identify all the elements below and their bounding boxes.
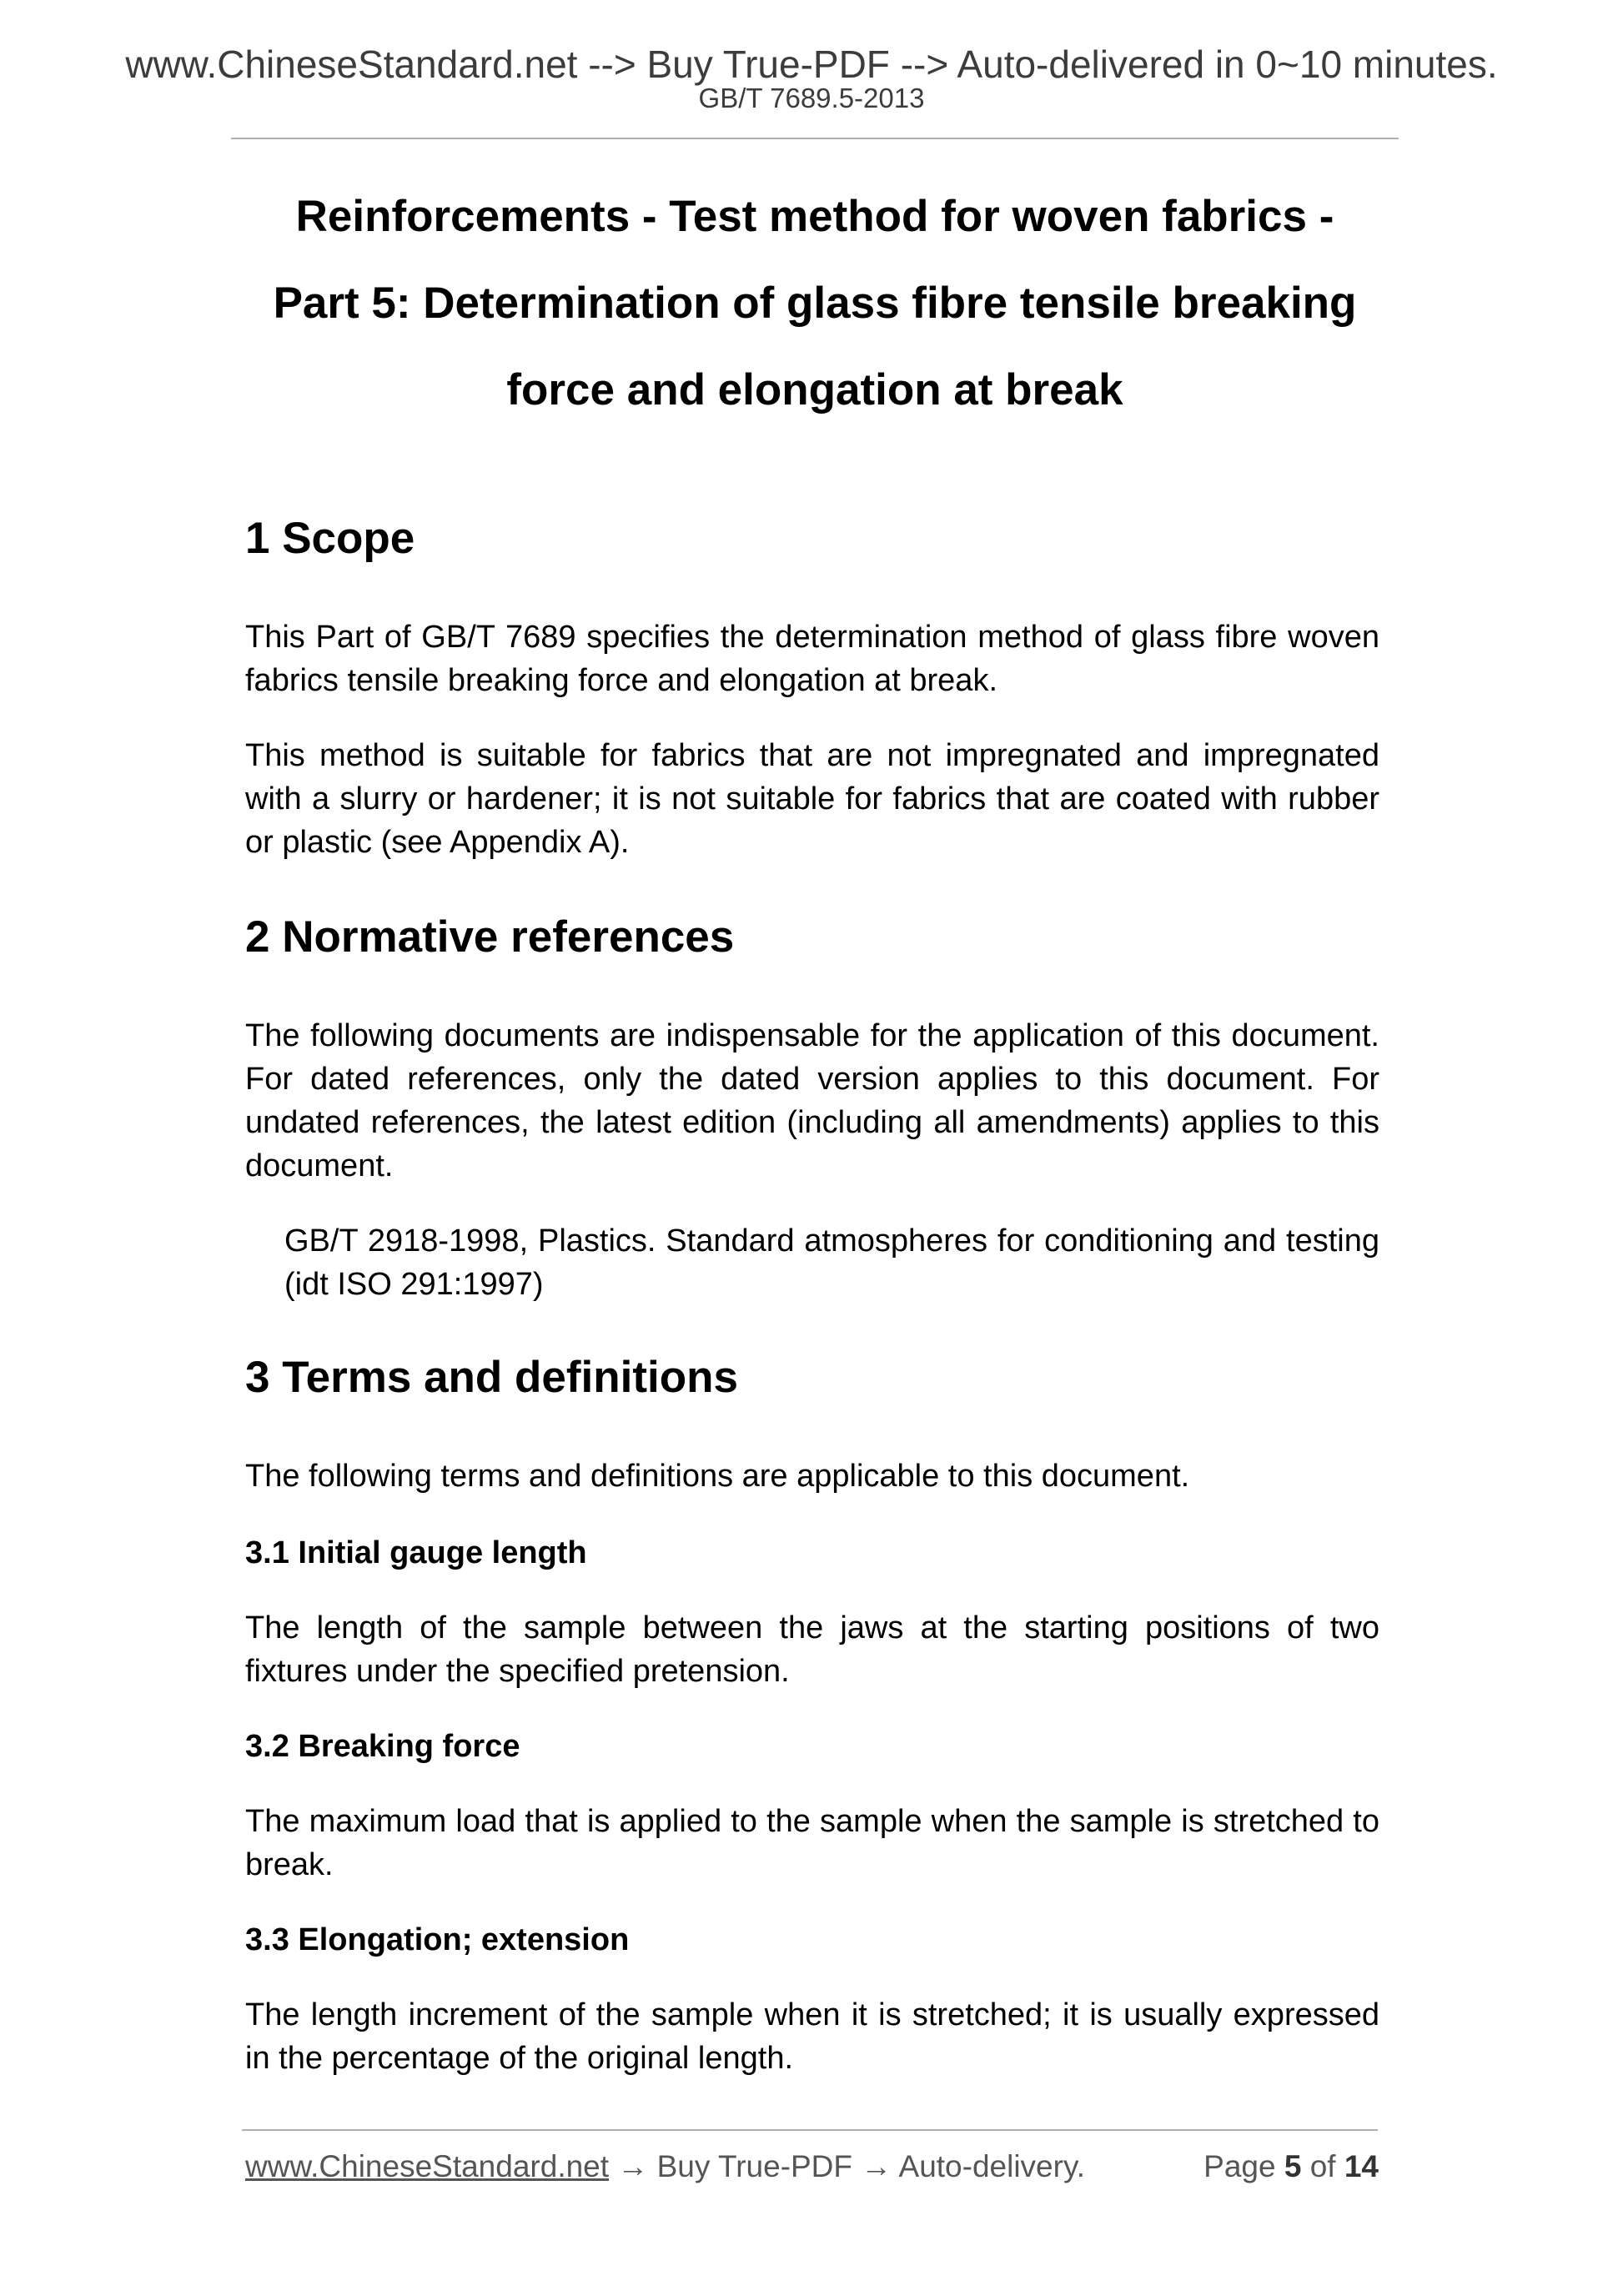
term-definition-elongation: The length increment of the sample when it is stretched; it is usually expressed in the percentage of the original length. <box>245 1997 1379 2076</box>
term-definition-initial-gauge-length: The length of the sample between the jaws at the starting positions of two fixtures under the specified pretension. <box>245 1610 1379 1689</box>
page-indicator <box>1203 2148 1379 2186</box>
section-heading-terms-definitions: 3 Terms and definitions <box>245 1353 738 1402</box>
page-of-label: of <box>1309 2149 1336 2183</box>
reference-item: GB/T 2918-1998, Plastics. Standard atmospheres for conditioning and testing (idt ISO 291:1997) <box>284 1223 1379 1302</box>
scope-paragraph-1: This Part of GB/T 7689 specifies the determination method of glass fibre woven fabrics tensile breaking force and elongation at break. <box>245 620 1379 698</box>
term-heading-elongation: 3.3 Elongation; extension <box>245 1922 630 1957</box>
terms-intro-paragraph: The following terms and definitions are applicable to this document. <box>245 1459 1190 1494</box>
header-divider <box>231 138 1399 139</box>
page-label: Page <box>1203 2149 1276 2183</box>
normative-references-paragraph: The following documents are indispensable for the application of this document. For dated references, only the dated version applies to this document. For undated references, the latest edition (including all amendments) applies to this document. <box>245 1018 1379 1183</box>
page-total: 14 <box>1344 2149 1379 2183</box>
term-heading-initial-gauge-length: 3.1 Initial gauge length <box>245 1535 587 1570</box>
footer-tail-text: → Buy True-PDF → Auto-delivery. <box>609 2149 1085 2183</box>
term-definition-breaking-force: The maximum load that is applied to the sample when the sample is stretched to break. <box>245 1804 1379 1882</box>
document-title-line-2: Part 5: Determination of glass fibre tensile breaking <box>273 279 1357 328</box>
standard-code: GB/T 7689.5-2013 <box>698 83 925 113</box>
section-heading-scope: 1 Scope <box>245 514 415 563</box>
section-heading-normative-references: 2 Normative references <box>245 912 735 962</box>
header-banner: www.ChineseStandard.net --> Buy True-PDF --> Auto-delivered in 0~10 minutes. <box>125 43 1498 86</box>
term-heading-breaking-force: 3.2 Breaking force <box>245 1729 520 1764</box>
footer-website-link[interactable]: www.ChineseStandard.net <box>245 2149 610 2183</box>
document-title-line-3: force and elongation at break <box>506 365 1123 414</box>
page-number: 5 <box>1284 2149 1302 2183</box>
scope-paragraph-2: This method is suitable for fabrics that are not impregnated and impregnated with a slurry or hardener; it is not suitable for fabrics that are coated with rubber or plastic (see Appendix A). <box>245 738 1379 860</box>
document-title-line-1: Reinforcements - Test method for woven fabrics - <box>295 192 1334 241</box>
footer-left <box>245 2148 1085 2186</box>
footer-divider <box>242 2129 1378 2131</box>
